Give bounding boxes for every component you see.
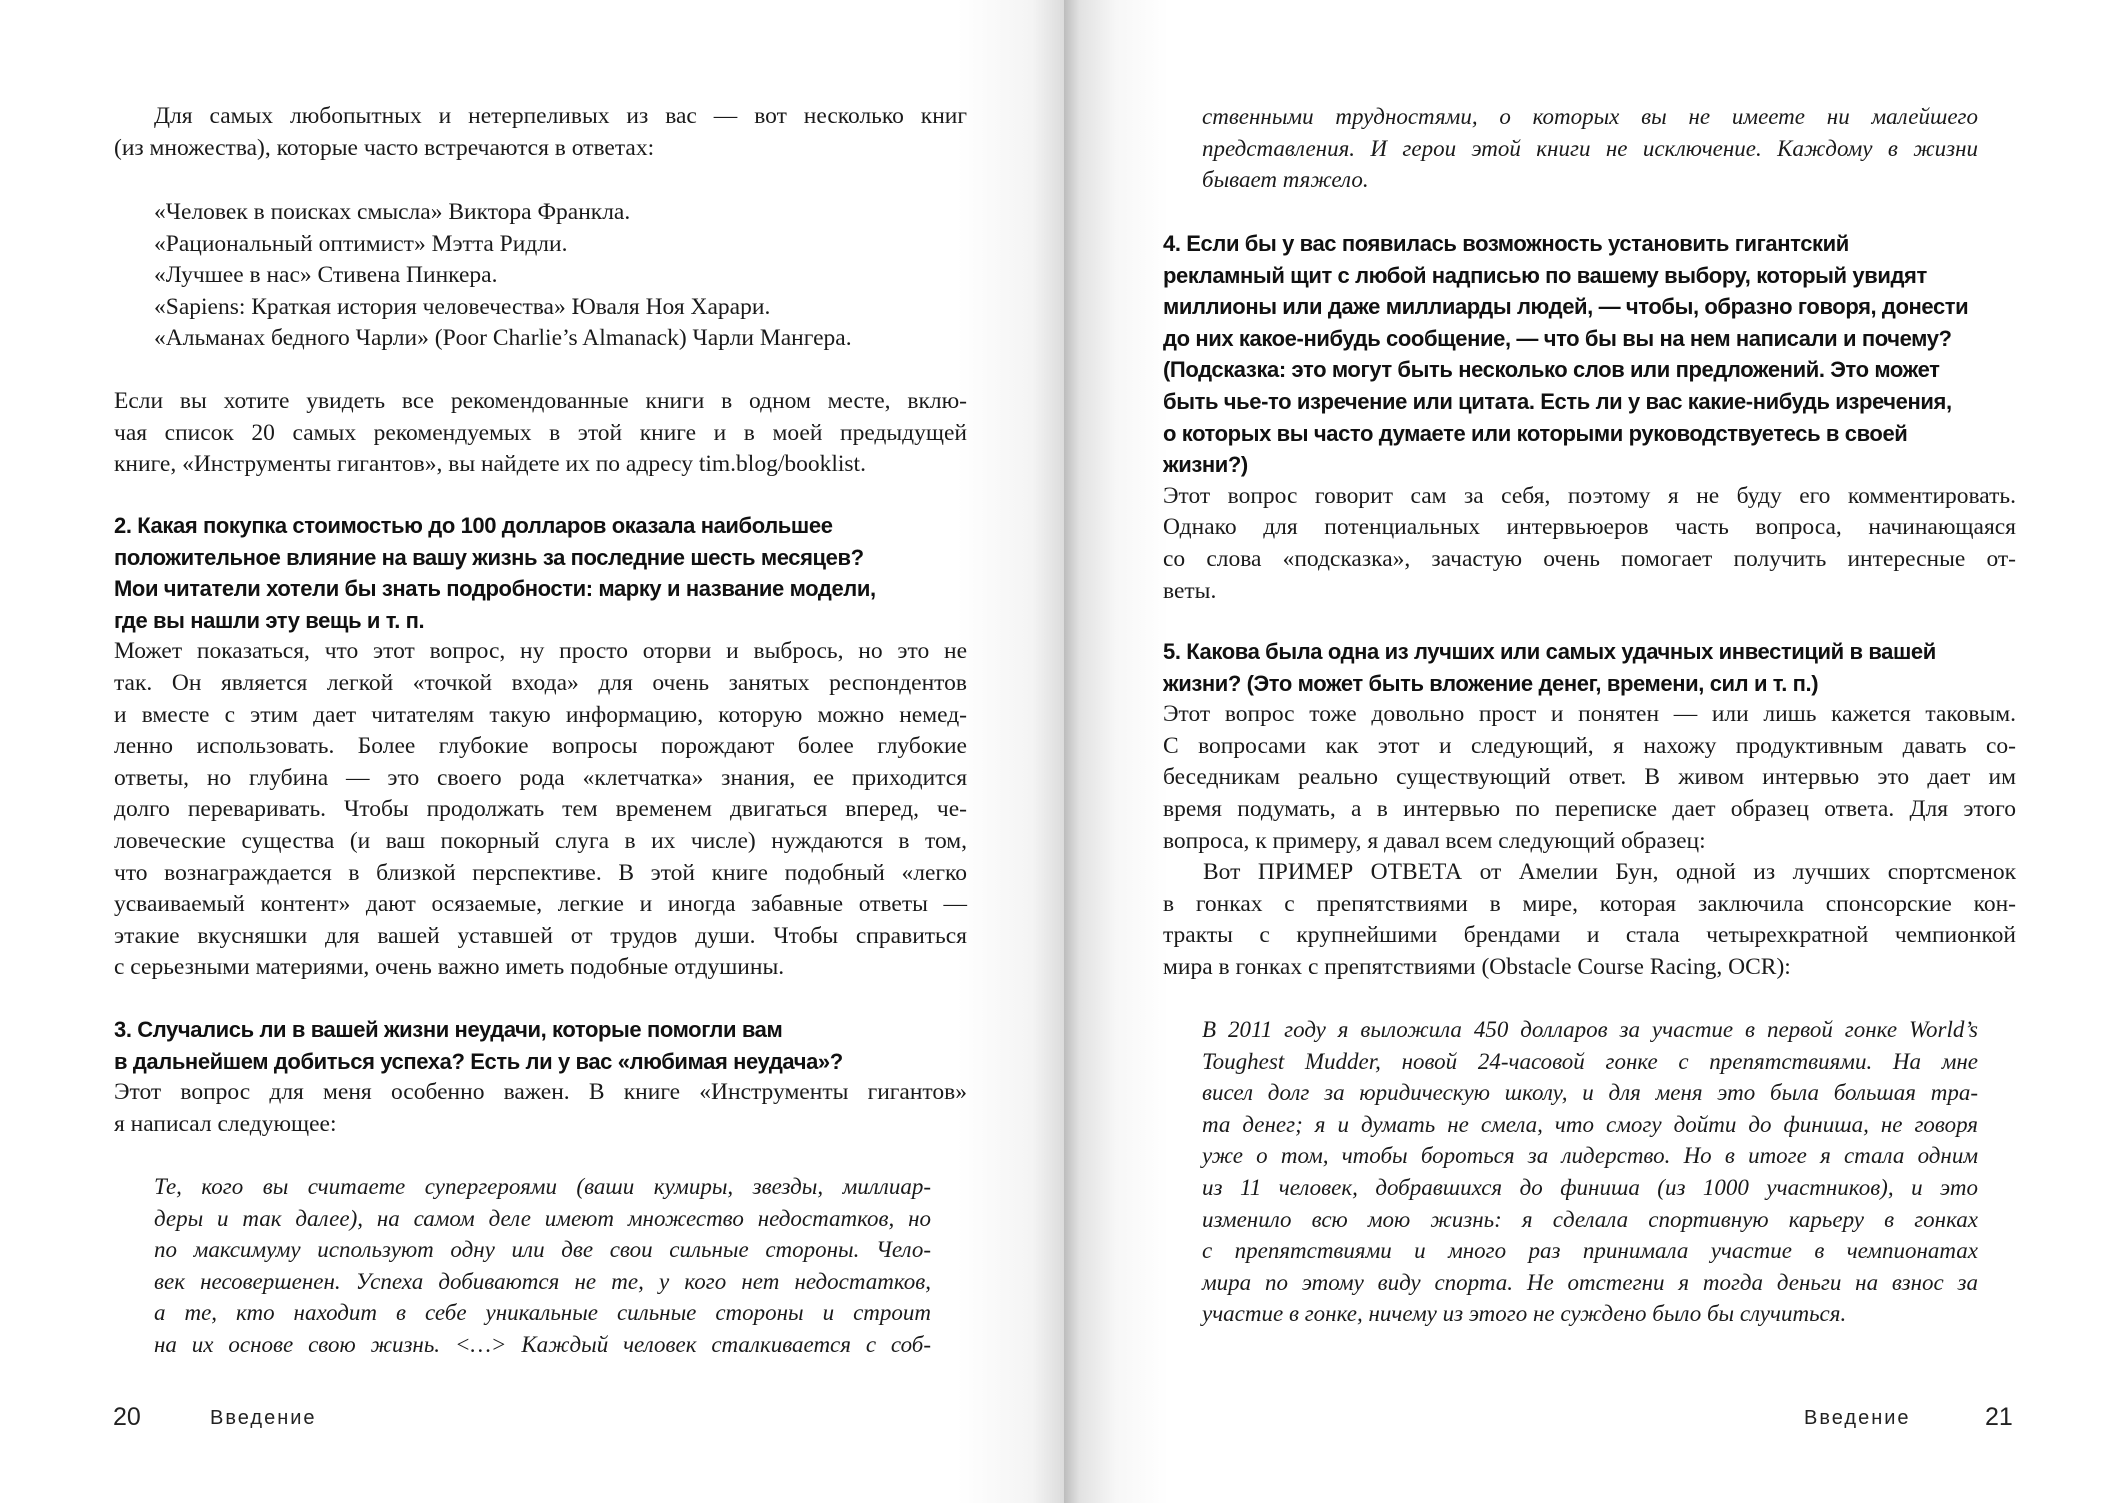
book-list: [154, 197, 967, 355]
text-line: Те, кого вы считаете супергероями (ваши кумиры, звезды, миллиар-: [154, 1174, 931, 1199]
text-line: Вот ПРИМЕР ОТВЕТА от Амелии Бун, одной из лучших спортсменок: [1203, 859, 2016, 886]
text-line: представления. И герои этой книги не исключение. Каждому в жизни: [1202, 135, 1978, 161]
heading-line: быть чье-то изречение или цитата. Есть ли у вас какие-нибудь изречения,: [1163, 388, 1952, 414]
text-line: «Альманах бедного Чарли» (Poor Charlie’s Almanack) Чарли Мангера.: [154, 325, 852, 352]
text-line: деры и так далее), на самом деле имеют множество недостатков, но: [154, 1205, 931, 1231]
heading-line: до них какое-нибудь сообщение, — что бы вы на нем написали и почему?: [1163, 325, 1952, 351]
text-line: Для самых любопытных и нетерпеливых из вас — вот несколько книг: [154, 103, 967, 129]
heading-line: в дальнейшем добиться успеха? Есть ли у вас «любимая неудача»?: [114, 1048, 843, 1074]
text-line: участие в гонке, ничему из этого не суждено было бы случиться.: [1202, 1301, 1847, 1327]
text-line: что вознаграждается в близкой перспективе. В этой книге подобный «легко: [114, 859, 967, 886]
running-header: Введение: [1804, 1407, 1911, 1429]
text-line: «Лучшее в нас» Стивена Пинкера.: [154, 262, 498, 289]
text-line: ственными трудностями, о которых вы не имеете ни малейшего: [1202, 104, 1978, 129]
heading-line: (Подсказка: это могут быть несколько слов или предложений. Это может: [1163, 357, 1940, 383]
text-line: Если вы хотите увидеть все рекомендованные книги в одном месте, вклю-: [114, 388, 967, 414]
heading-line: 2. Какая покупка стоимостью до 100 долларов оказала наибольшее: [114, 513, 833, 538]
text-line: с препятствиями и много раз принимала участие в чемпионатах: [1202, 1238, 1978, 1264]
right-page: [1064, 0, 2113, 1503]
text-line: в гонках с препятствиями в мире, которая заключила спонсорские кон-: [1163, 890, 2016, 917]
quote-continuation: [1202, 101, 1978, 196]
quote-block: [154, 1171, 931, 1361]
running-header: Введение: [210, 1407, 317, 1429]
text-line: Может показаться, что этот вопрос, ну просто оторви и выбрось, но это не: [114, 638, 967, 665]
page-number: 20: [113, 1403, 141, 1431]
text-line: ловеческие существа (и ваш покорный слуга в их числе) нуждаются в том,: [114, 827, 967, 854]
text-line: «Sapiens: Краткая история человечества» Юваля Ноя Харари.: [154, 293, 771, 320]
heading-line: 4. Если бы у вас появилась возможность установить гигантский: [1163, 231, 1849, 256]
text-line: С вопросами как этот и следующий, я нахожу продуктивным давать со-: [1163, 732, 2016, 759]
text-line: этакие вкусняшки для вашей уставшей от трудов души. Чтобы справиться: [114, 922, 967, 949]
text-line: я написал следующее:: [114, 1110, 337, 1137]
text-line: Этот вопрос для меня особенно важен. В книге «Инструменты гигантов»: [114, 1079, 967, 1106]
text-line: «Рациональный оптимист» Мэтта Ридли.: [154, 230, 568, 257]
text-line: со слова «подсказка», зачастую очень помогает получить интересные от-: [1163, 545, 2016, 572]
text-line: вопроса, к примеру, я давал всем следующий образец:: [1163, 827, 1706, 854]
text-line: Однако для потенциальных интервьюеров часть вопроса, начинающаяся: [1163, 514, 2016, 541]
example-answer-quote: [1202, 1014, 1978, 1330]
text-line: В 2011 году я выложила 450 долларов за участие в первой гонке World’s: [1202, 1017, 1978, 1042]
text-line: книге, «Инструменты гигантов», вы найдете их по адресу tim.blog/booklist.: [114, 451, 866, 478]
text-line: Этот вопрос тоже довольно прост и понятен — или лишь кажется таковым.: [1163, 701, 2016, 728]
text-line: изменило всю мою жизнь: я сделала спортивную карьеру в гонках: [1202, 1206, 1978, 1232]
heading-line: жизни?): [1163, 452, 1248, 478]
question-5-section: [1163, 636, 2016, 984]
text-line: на их основе свою жизнь. <…> Каждый человек сталкивается с соб-: [154, 1331, 931, 1357]
text-line: та денег; я и думать не смела, что смогу дойти до финиша, не говоря: [1202, 1111, 1978, 1137]
text-line: ленно использовать. Более глубокие вопросы порождают более глубокие: [114, 733, 967, 760]
heading-line: миллионы или даже миллиарды людей, — чтобы, образно говоря, донести: [1163, 294, 1969, 320]
heading-line: 3. Случались ли в вашей жизни неудачи, которые помогли вам: [114, 1017, 783, 1042]
text-line: мира по этому виду спорта. Не отстегни я тогда деньги на взнос за: [1202, 1269, 1978, 1295]
heading-line: положительное влияние на вашу жизнь за последние шесть месяцев?: [114, 544, 864, 570]
text-line: веты.: [1163, 577, 1217, 604]
heading-line: Мои читатели хотели бы знать подробности: марку и название модели,: [114, 576, 876, 602]
text-line: ответы, но глубина — это своего рода «клетчатка» знания, ее приходится: [114, 764, 967, 791]
text-line: век несовершенен. Успеха добиваются не те, у кого нет недостатков,: [154, 1268, 931, 1294]
question-2-section: [114, 510, 967, 984]
intro-paragraph: [114, 101, 967, 164]
heading-line: рекламный щит с любой надписью по вашему выбору, который увидят: [1163, 262, 1927, 288]
text-line: висел долг за юридическую школу, и для меня это была большая тра-: [1202, 1080, 1978, 1106]
text-line: беседникам реально существующий ответ. В живом интервью это дает им: [1163, 764, 2016, 791]
text-line: чая список 20 самых рекомендуемых в этой книге и в моей предыдущей: [114, 419, 967, 446]
text-line: тракты с крупнейшими брендами и стала четырехкратной чемпионкой: [1163, 922, 2016, 949]
text-line: уже о том, чтобы бороться за лидерство. Но в итоге я стала одним: [1202, 1143, 1978, 1169]
text-line: по максимуму используют одну или две свои сильные стороны. Чело-: [154, 1237, 931, 1263]
text-line: с серьезными материями, очень важно иметь подобные отдушины.: [114, 954, 785, 981]
text-line: усваиваемый контент» дают осязаемые, легкие и иногда забавные ответы —: [114, 891, 967, 918]
text-line: из 11 человек, добравшихся до финиша (из 1000 участников), и это: [1202, 1174, 1978, 1200]
text-line: «Человек в поисках смысла» Виктора Франкла.: [154, 199, 631, 225]
booklist-paragraph: [114, 386, 967, 481]
heading-line: о которых вы часто думаете или которыми руководствуетесь в своей: [1163, 420, 1908, 446]
heading-line: 5. Какова была одна из лучших или самых удачных инвестиций в вашей: [1163, 639, 1936, 664]
text-line: Toughest Mudder, новой 24-часовой гонке с препятствиями. На мне: [1202, 1048, 1978, 1074]
text-line: и вместе с этим дает читателям такую информацию, которую можно немед-: [114, 701, 967, 728]
text-line: бывает тяжело.: [1202, 167, 1369, 193]
text-line: Этот вопрос говорит сам за себя, поэтому я не буду его комментировать.: [1163, 482, 2016, 509]
text-line: мира в гонках с препятствиями (Obstacle Course Racing, OCR):: [1163, 953, 1791, 980]
text-line: а те, кто находит в себе уникальные сильные стороны и строит: [154, 1300, 931, 1326]
page-number: 21: [1985, 1403, 2013, 1431]
question-4-section: [1163, 228, 2016, 607]
text-line: долго переваривать. Чтобы продолжать тем временем двигаться вперед, че-: [114, 796, 967, 823]
text-line: время подумать, а в интервью по переписке дает образец ответа. Для этого: [1163, 795, 2016, 822]
question-3-section: [114, 1014, 967, 1140]
heading-line: где вы нашли эту вещь и т. п.: [114, 607, 425, 633]
text-line: (из множества), которые часто встречаются в ответах:: [114, 134, 655, 161]
text-line: так. Он является легкой «точкой входа» для очень занятых респондентов: [114, 669, 967, 696]
heading-line: жизни? (Это может быть вложение денег, времени, сил и т. п.): [1163, 670, 1819, 696]
